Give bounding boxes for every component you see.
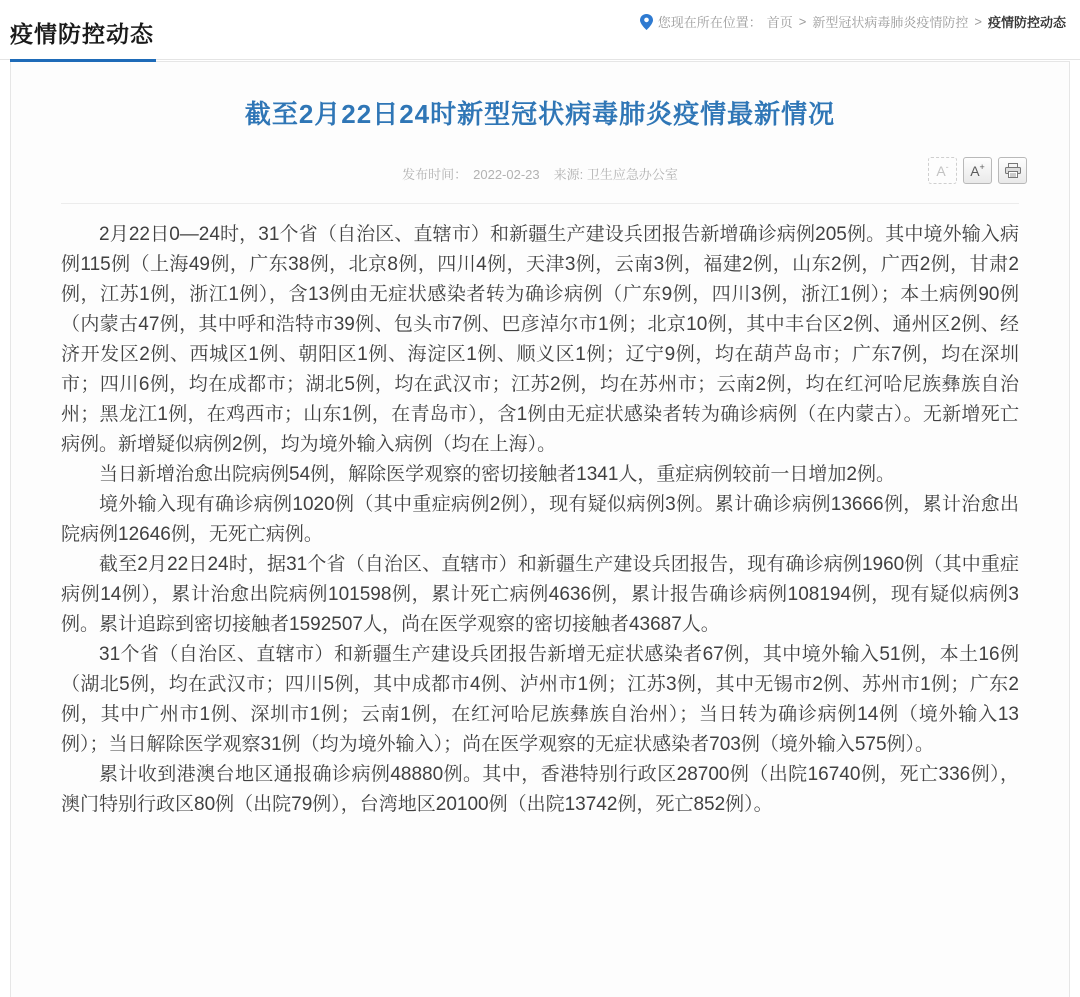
article-paragraph-2: 当日新增治愈出院病例54例，解除医学观察的密切接触者1341人，重症病例较前一日增加2例。 bbox=[99, 464, 895, 485]
font-decrease-button[interactable]: A - bbox=[928, 157, 957, 184]
breadcrumb-link-topic[interactable]: 新型冠状病毒肺炎疫情防控 bbox=[812, 15, 969, 30]
article-paragraph-1: 2月22日0—24时，31个省（自治区、直辖市）和新疆生产建设兵团报告新增确诊病例205例。其中境外输入病例115例（上海49例，广东38例，北京8例，四川4例，天津3例，云南3例，福建2例，山东2例，广西2例，甘肃2例，江苏1例，浙江1例），含13例由无症状感染者转为确诊病例（广东9例，四川3例，浙江1例）；本土病例90例（内蒙古47例，其中呼和浩特市39例、包头市7例、巴彦淖尔市1例；北京10例，其中丰台区2例、通州区2例、经济开发区2例、西城区1例、朝阳区1例、海淀区1例、顺义区1例；辽宁9例，均在葫芦岛市；广东7例，均在深圳市；四川6例，均在成都市；湖北5例，均在武汉市；江苏2例，均在苏州市；云南2例，均在红河哈尼族彝族自治州；黑龙江1例，在鸡西市；山东1例，在青岛市），含1例由无症状感染者转为确诊病例（在内蒙古）。无新增死亡病例。新增疑似病例2例，均为境外输入病例（均在上海）。 bbox=[61, 224, 1019, 455]
article-meta-row bbox=[61, 157, 1019, 204]
toolbar bbox=[928, 157, 1027, 184]
article-title: 截至2月22日24时新型冠状病毒肺炎疫情最新情况 bbox=[244, 99, 836, 129]
article-paragraph-5: 31个省（自治区、直辖市）和新疆生产建设兵团报告新增无症状感染者67例，其中境外输入51例，本土16例（湖北5例，均在武汉市；四川5例，其中成都市4例、泸州市1例；江苏3例，其中无锡市2例、苏州市1例；广东2例，其中广州市1例、深圳市1例；云南1例，在红河哈尼族彝族自治州）；当日转为确诊病例14例（境外输入13例）；当日解除医学观察31例（均为境外输入）；尚在医学观察的无症状感染者703例（境外输入575例）。 bbox=[61, 644, 1019, 755]
font-increase-label: A bbox=[970, 162, 980, 179]
breadcrumb-separator: > bbox=[974, 14, 982, 29]
article-paragraph-6: 累计收到港澳台地区通报确诊病例48880例。其中，香港特别行政区28700例（出院16740例，死亡336例），澳门特别行政区80例（出院79例），台湾地区20100例（出院13742例，死亡852例）。 bbox=[61, 764, 1019, 815]
page-header bbox=[0, 0, 1080, 60]
breadcrumb-location-label: 您现在所在位置： bbox=[657, 15, 762, 30]
location-pin-icon bbox=[640, 14, 653, 30]
source-value: 卫生应急办公室 bbox=[586, 167, 678, 182]
breadcrumb bbox=[640, 12, 1066, 31]
breadcrumb-link-home[interactable]: 首页 bbox=[766, 15, 793, 30]
article-card bbox=[10, 61, 1070, 997]
print-button[interactable] bbox=[998, 157, 1027, 184]
article-paragraph-3: 境外输入现有确诊病例1020例（其中重症病例2例），现有疑似病例3例。累计确诊病例13666例，累计治愈出院病例12646例，无死亡病例。 bbox=[61, 494, 1019, 545]
breadcrumb-separator: > bbox=[798, 14, 807, 29]
font-decrease-label: A bbox=[936, 162, 946, 179]
article-meta bbox=[61, 157, 1019, 183]
source-label: 来源: bbox=[553, 167, 584, 182]
font-increase-button[interactable]: A + bbox=[963, 157, 992, 184]
publish-time-label: 发布时间： bbox=[402, 167, 468, 182]
section-title: 疫情防控动态 bbox=[10, 0, 156, 62]
publish-date: 2022-02-23 bbox=[473, 167, 540, 182]
article-paragraph-4: 截至2月22日24时，据31个省（自治区、直辖市）和新疆生产建设兵团报告，现有确诊病例1960例（其中重症病例14例），累计治愈出院病例101598例，累计死亡病例4636例，累计报告确诊病例108194例，现有疑似病例3例。累计追踪到密切接触者1592507人，尚在医学观察的密切接触者43687人。 bbox=[61, 554, 1019, 635]
printer-icon bbox=[1005, 163, 1021, 178]
article-body bbox=[61, 220, 1019, 820]
breadcrumb-current: 疫情防控动态 bbox=[987, 15, 1066, 30]
